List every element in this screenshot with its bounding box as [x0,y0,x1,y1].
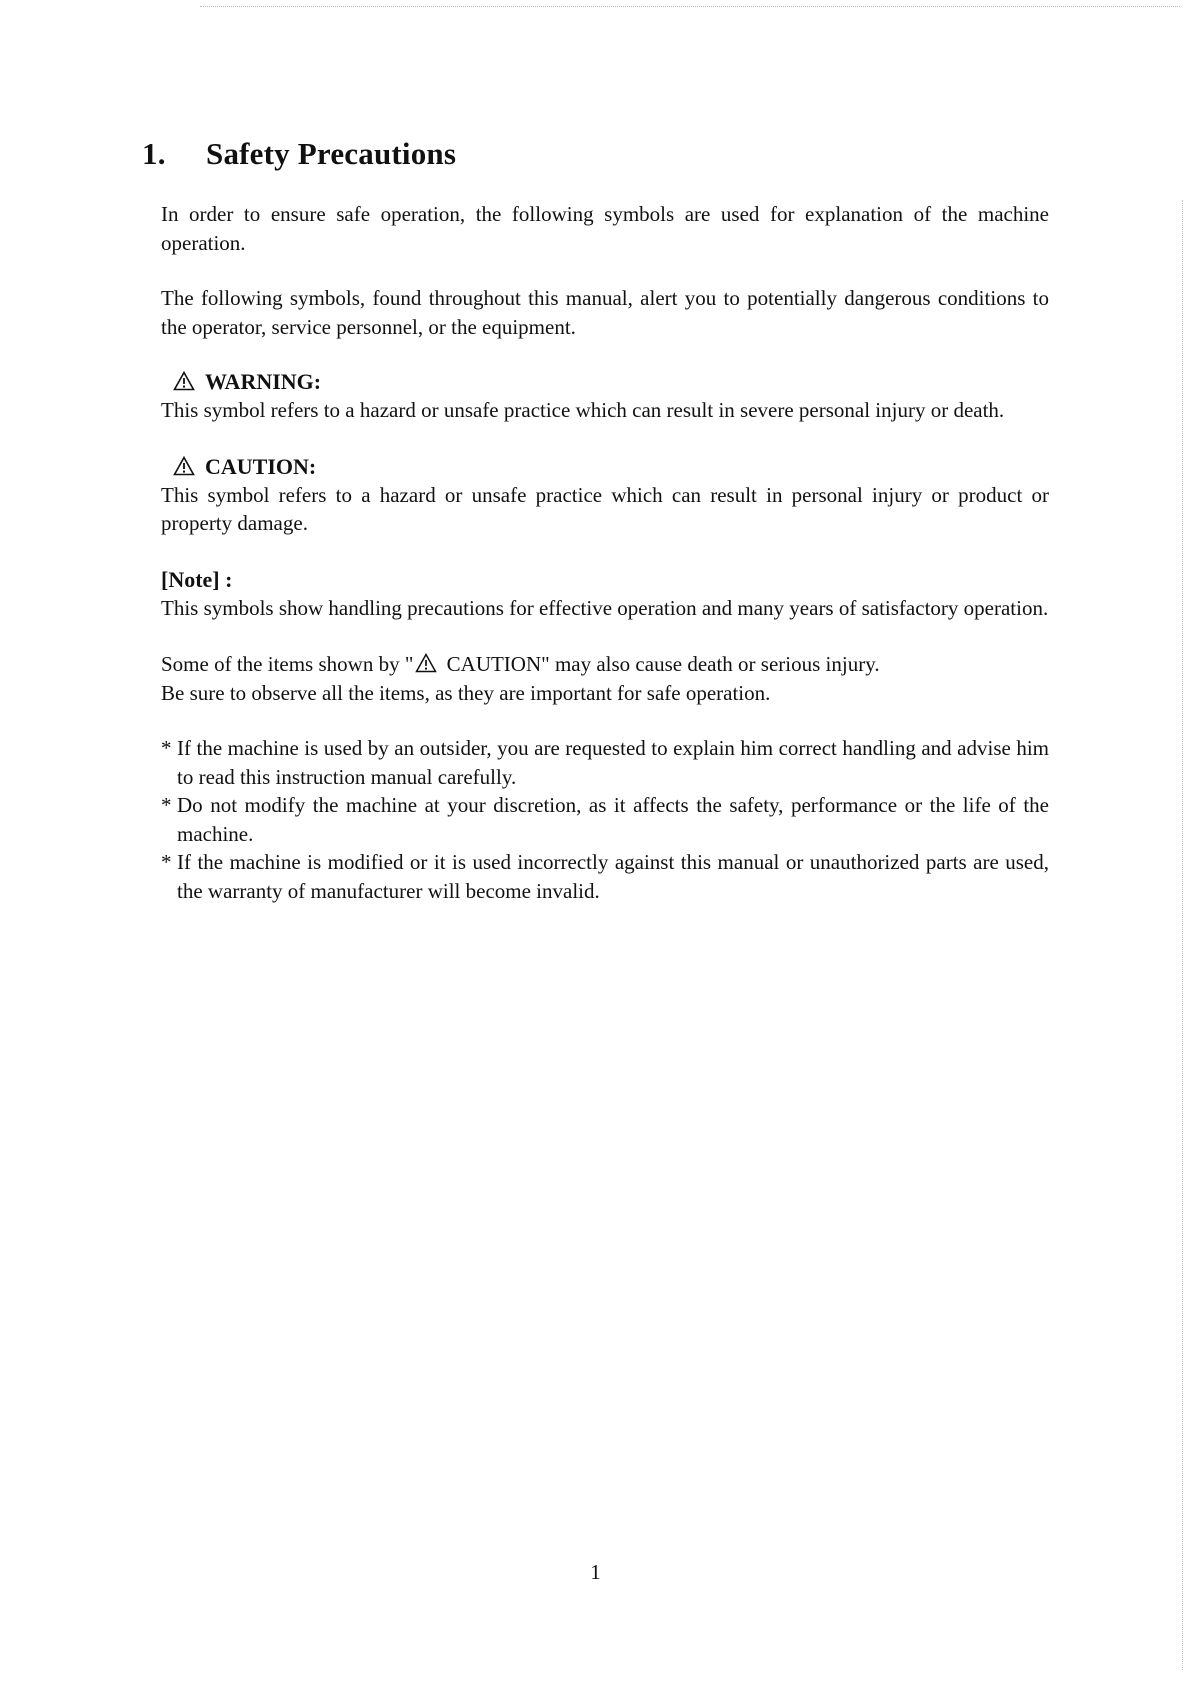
caution-heading [161,453,1049,481]
list-item-text: If the machine is used by an outsider, you are requested to explain him correct handling and advise him to read this instruction manual carefully. [177,736,1049,789]
remark-line [161,650,1049,679]
scan-edge-top [200,6,1180,7]
remark-text-before: Some of the items shown by " [161,652,414,676]
note-label: [Note] : [161,566,233,592]
page-content [161,200,1049,905]
warning-triangle-icon [173,456,195,476]
section-number: 1. [142,136,166,171]
bullet-list [161,734,1049,905]
list-item [161,791,1049,848]
caution-description: This symbol refers to a hazard or unsafe practice which can result in personal injury or product or property damage. [161,482,1049,535]
intro-paragraph: In order to ensure safe operation, the following symbols are used for explanation of the machine operation. [161,202,1049,255]
note-heading [161,566,1049,594]
bullet-asterisk: * [161,850,172,874]
warning-heading [161,368,1049,396]
warning-triangle-icon [173,371,195,391]
remark-text-after: CAUTION" may also cause death or serious injury. [441,652,880,676]
warning-triangle-icon [415,653,437,673]
note-description: This symbols show handling precautions for effective operation and many years of satisfactory operation. [161,595,1049,620]
scan-edge-right [1182,200,1183,1670]
section-title: Safety Precautions [206,136,457,171]
list-item-text: If the machine is modified or it is used incorrectly against this manual or unauthorized parts are used, the warranty of manufacturer will become invalid. [177,850,1049,903]
bullet-asterisk: * [161,793,172,817]
bullet-asterisk: * [161,736,172,760]
warning-description: This symbol refers to a hazard or unsafe practice which can result in severe personal injury or death. [161,398,1005,422]
list-item [161,734,1049,791]
list-item-text: Do not modify the machine at your discretion, as it affects the safety, performance or the life of the machine. [177,793,1049,846]
section-heading [142,136,456,172]
list-item [161,848,1049,905]
page-number: 1 [590,1560,601,1584]
intro-paragraph: The following symbols, found throughout this manual, alert you to potentially dangerous conditions to the operator, service personnel, or the equipment. [161,286,1049,339]
caution-label: CAUTION: [205,453,317,479]
remark-line: Be sure to observe all the items, as they are important for safe operation. [161,680,771,705]
warning-label: WARNING: [205,369,322,394]
